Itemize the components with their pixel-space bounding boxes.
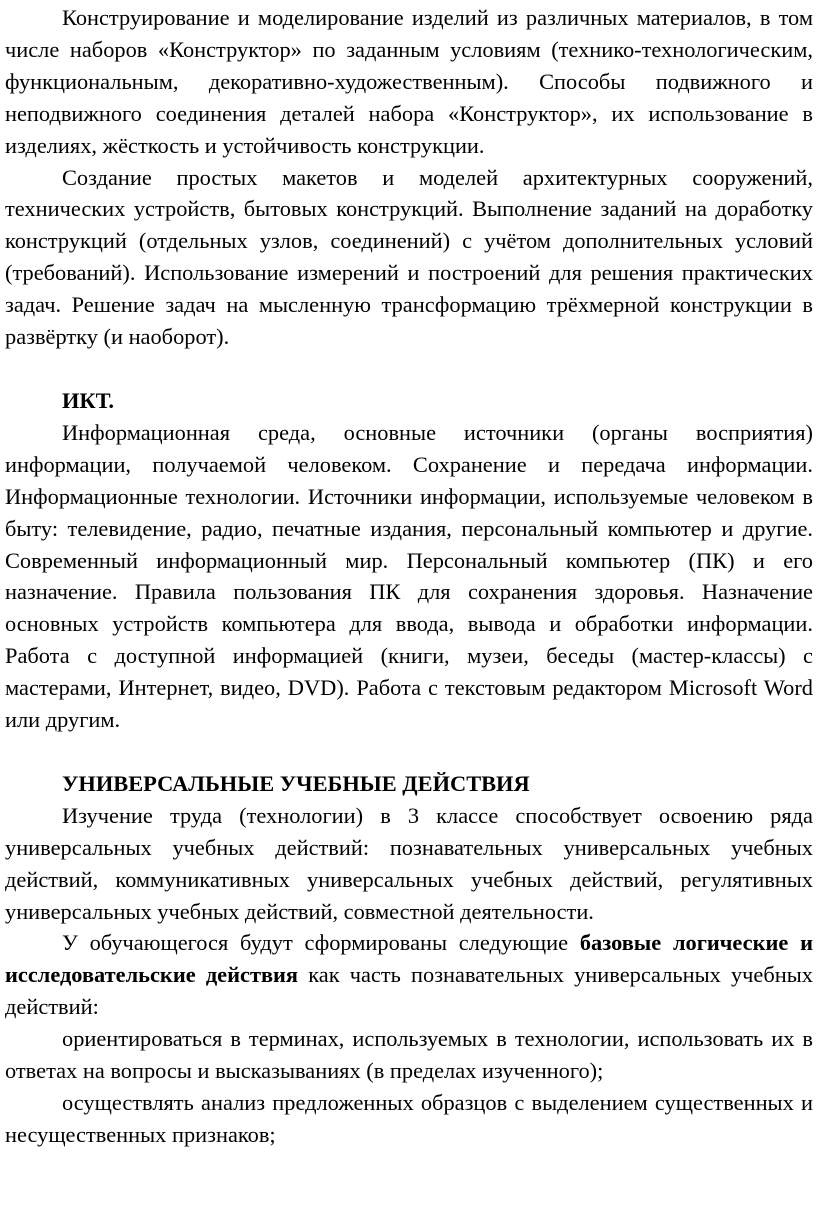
uud-paragraph-1: Изучение труда (технологии) в 3 классе способствует освоению ряда универсальных учебных действий: познавательных универсальных учебных действий, коммуникативных универсальных учебных действий, регулятивных универсальных учебных действий, совместной деятельности. [5, 802, 813, 924]
construction-paragraph-2: Создание простых макетов и моделей архитектурных сооружений, технических устройств, бытовых конструкций. Выполнение заданий на доработку конструкций (отдельных узлов, соединений) с учётом дополнительных условий (требований). Использование измерений и построений для решения практических задач. Решение задач на мысленную трансформацию трёхмерной конструкции в развёртку (и наоборот). [5, 164, 813, 350]
uud-paragraph-2-bold: базовые логические и исследовательские действия [5, 930, 813, 988]
ict-heading: ИКТ. [62, 387, 114, 413]
construction-paragraph-1: Конструирование и моделирование изделий из различных материалов, в том числе наборов «Конструктор» по заданным условиям (технико-технологическим, функциональным, декоративно-художественным). Способы подвижного и неподвижного соединения деталей набора «Конструктор», их использование в изделиях, жёсткость и устойчивость конструкции. [5, 5, 813, 158]
uud-paragraph-2 [5, 927, 813, 1023]
uud-paragraph-2-end: как часть познавательных универсальных учебных действий: [5, 962, 813, 1020]
uud-list-item-2: осуществлять анализ предложенных образцов с выделением существенных и несущественных признаков; [5, 1090, 813, 1147]
section-spacer [5, 353, 813, 385]
section-spacer [5, 736, 813, 768]
ict-paragraph-1: Информационная среда, основные источники (органы восприятия) информации, получаемой человеком. Сохранение и передача информации. Информационные технологии. Источники информации, используемые человеком в быту: телевидение, радио, печатные издания, персональный компьютер и другие. Современный информационный мир. Персональный компьютер (ПК) и его назначение. Правила пользования ПК для сохранения здоровья. Назначение основных устройств компьютера для ввода, вывода и обработки информации. Работа с доступной информацией (книги, музеи, беседы (мастер-классы) с мастерами, Интернет, видео, DVD). Работа с текстовым редактором Microsoft Word или другим. [5, 419, 813, 733]
uud-paragraph-2-start: У обучающегося будут сформированы следующие [62, 930, 580, 956]
uud-list-item-1: ориентироваться в терминах, используемых в технологии, использовать их в ответах на вопросы и высказываниях (в пределах изученного); [5, 1026, 813, 1084]
uud-heading: УНИВЕРСАЛЬНЫЕ УЧЕБНЫЕ ДЕЙСТВИЯ [62, 770, 530, 796]
